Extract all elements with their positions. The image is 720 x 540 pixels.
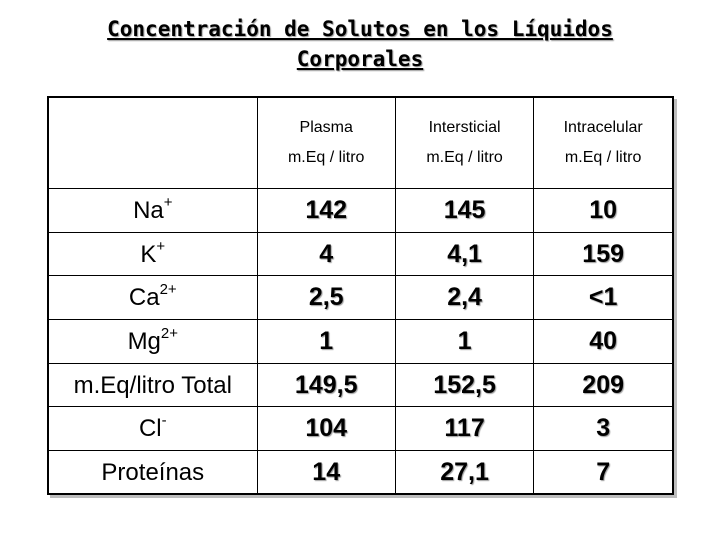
column-name: Intersticial: [428, 119, 501, 136]
table-row-na: [48, 189, 673, 233]
cell-plasma: 149,5: [257, 363, 395, 407]
cell-plasma: 14: [257, 451, 395, 495]
row-label: Cl-: [48, 407, 257, 451]
cell-intersticial: 2,4: [395, 276, 533, 320]
row-label: Na+: [48, 189, 257, 233]
cell-intracelular: 159: [534, 232, 673, 276]
title-line-1: Concentración de Solutos en los Líquidos: [107, 17, 613, 41]
column-unit: m.Eq / litro: [287, 149, 365, 166]
table-row-proteinas: [48, 451, 673, 495]
title-line-2: Corporales: [296, 47, 424, 71]
column-name: Intracelular: [563, 119, 643, 136]
cell-intracelular: 40: [534, 320, 673, 364]
cell-intracelular: 209: [534, 363, 673, 407]
table-row-total: [48, 363, 673, 407]
cell-plasma: 142: [257, 189, 395, 233]
cell-intersticial: 1: [395, 320, 533, 364]
cell-intersticial: 145: [395, 189, 533, 233]
cell-plasma: 1: [257, 320, 395, 364]
cell-plasma: 104: [257, 407, 395, 451]
cell-plasma: 2,5: [257, 276, 395, 320]
table-row-ca: [48, 276, 673, 320]
column-header-intracelular: [534, 97, 673, 189]
row-label: K+: [48, 232, 257, 276]
column-unit: m.Eq / litro: [426, 149, 503, 166]
cell-intersticial: 152,5: [395, 363, 533, 407]
cell-plasma: 4: [257, 232, 395, 276]
table-row-cl: [48, 407, 673, 451]
cell-intracelular: <1: [534, 276, 673, 320]
cell-intracelular: 7: [534, 451, 673, 495]
cell-intracelular: 10: [534, 189, 673, 233]
solute-concentration-table: [47, 96, 674, 495]
row-label: m.Eq/litro Total: [48, 363, 257, 407]
row-label: $Mg^{2+}$: [48, 320, 257, 364]
cell-intersticial: 117: [395, 407, 533, 451]
row-label: Proteínas: [48, 451, 257, 495]
corner-cell: [48, 97, 257, 189]
header-row: [48, 97, 673, 189]
cell-intersticial: 4,1: [395, 232, 533, 276]
table-row-k: [48, 232, 673, 276]
row-label: $Ca^{2+}$: [48, 276, 257, 320]
table-row-mg: [48, 320, 673, 364]
cell-intersticial: 27,1: [395, 451, 533, 495]
column-header-intersticial: [395, 97, 533, 189]
cell-intracelular: 3: [534, 407, 673, 451]
column-name: Plasma: [299, 119, 353, 136]
column-unit: m.Eq / litro: [564, 149, 642, 166]
page-title: [0, 14, 720, 74]
column-header-plasma: [257, 97, 395, 189]
